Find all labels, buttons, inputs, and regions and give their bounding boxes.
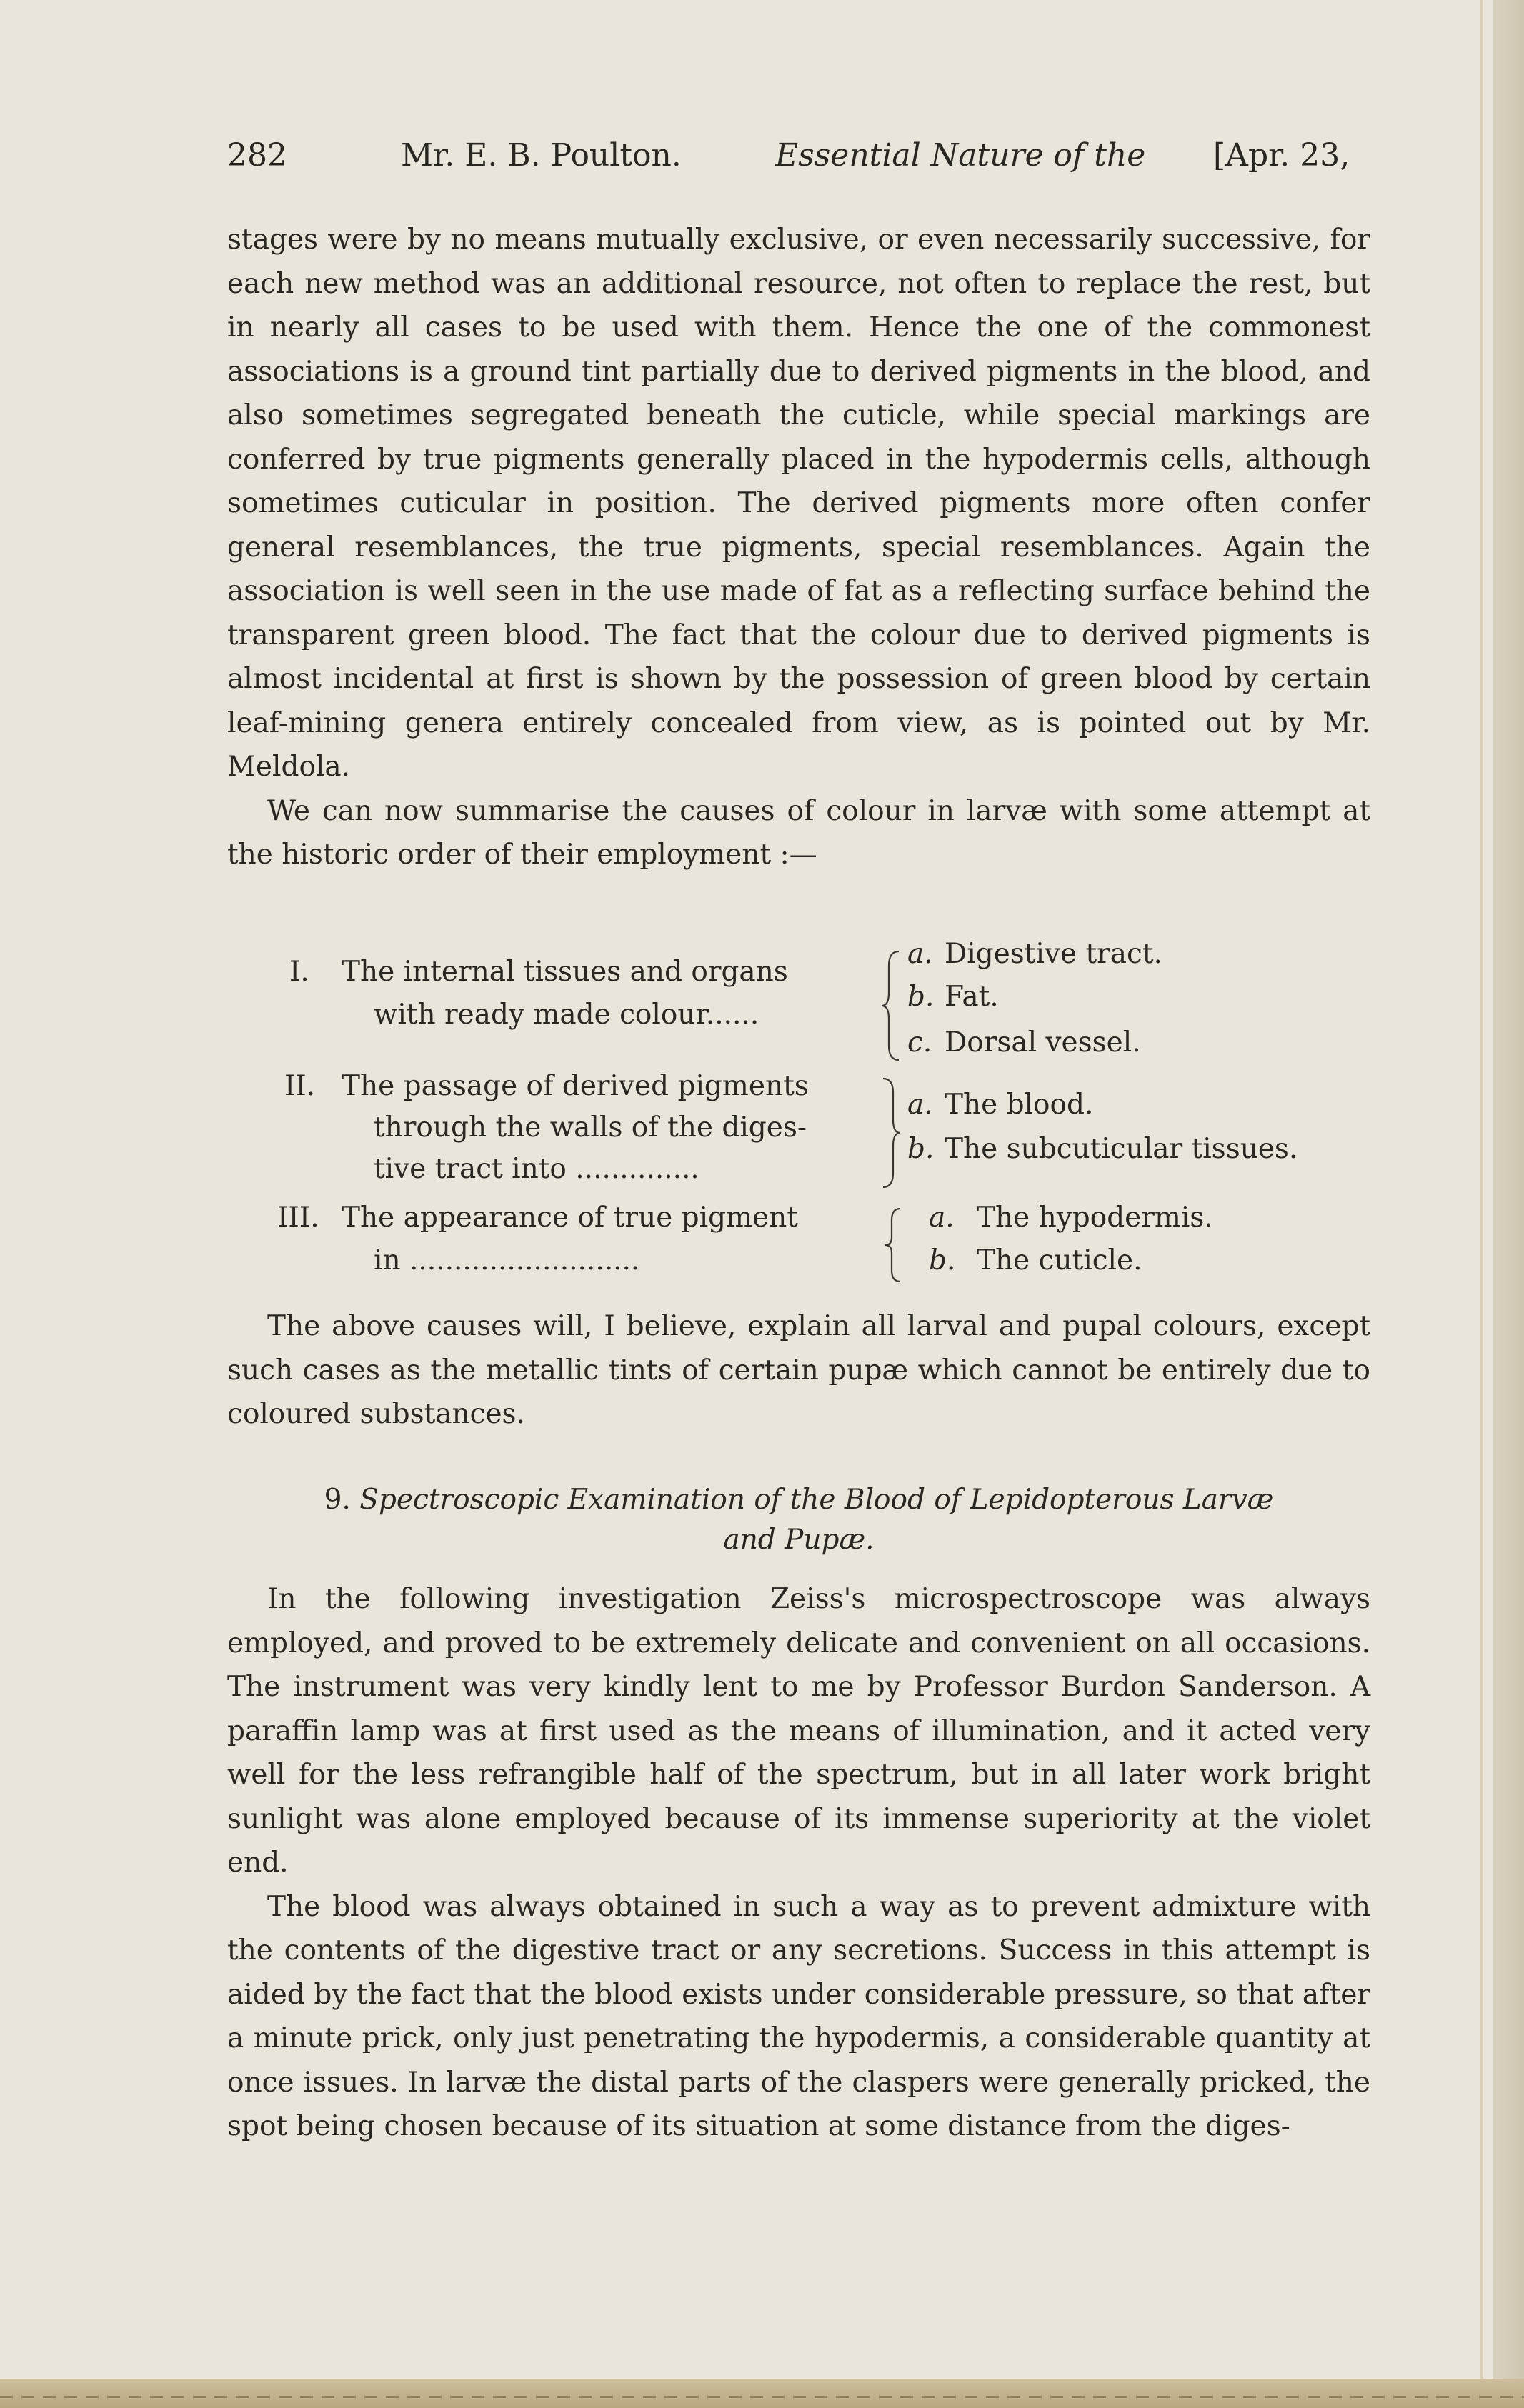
item-letter: b. (929, 1244, 956, 1277)
item-text: The cuticle. (977, 1244, 1142, 1277)
item-text: Digestive tract. (945, 938, 1162, 970)
item-letter: b. (907, 1133, 935, 1165)
row-text: tive tract into .............. (374, 1153, 699, 1185)
page-number: 282 (227, 137, 287, 174)
right-page-edge (1493, 0, 1524, 2408)
item-text: Dorsal vessel. (945, 1026, 1141, 1059)
item-letter: c. (907, 1026, 932, 1059)
after-table-text (227, 1304, 1370, 1437)
paragraph: The above causes will, I believe, explain all larval and pupal colours, except such cases as the metallic tints of certain pupæ which cannot be entirely due to coloured substances. (227, 1310, 1370, 1430)
row-text: in .......................... (374, 1244, 640, 1277)
section-title-line2: and Pupæ. (723, 1524, 875, 1556)
item-text: The subcuticular tissues. (945, 1133, 1298, 1165)
item-letter: a. (907, 1089, 933, 1121)
item-letter: a. (929, 1201, 955, 1234)
item-text: Fat. (945, 981, 999, 1013)
row-numeral: I. (289, 956, 309, 988)
paragraph: stages were by no means mutually exclusive, or even necessarily successive, for each new method was an additional resource, not often to replace the rest, but in nearly all cases to be used with them. Hence the one of the commonest associations is a ground tint partially due to derived pigments in the blood, and also sometimes segregated beneath the cuticle, while special markings are conferred by true pigments generally placed in the hypodermis cells, although sometimes cuticular in position. The derived pigments more often confer general resemblances, the true pigments, special resemblances. Again the association is well seen in the use made of fat as a reflecting surface behind the transparent green blood. The fact that the colour due to derived pigments is almost incidental at first is shown by the possession of green blood by certain leaf-mining genera entirely concealed from view, as is pointed out by Mr. Meldola. (227, 224, 1370, 783)
running-header (227, 137, 1370, 180)
paragraph: The blood was always obtained in such a way as to prevent admixture with the contents of the digestive tract or any secretions. Success in this attempt is aided by the fact that the blood exists under considerable pressure, so that after a minute prick, only just penetrating the hypodermis, a considerable quantity at once issues. In larvæ the distal parts of the claspers were generally pricked, the spot being chosen because of its situation at some distance from the diges- (227, 1890, 1370, 2142)
row-text: The appearance of true pigment (342, 1201, 798, 1234)
section-heading (227, 1480, 1370, 1560)
row-text: through the walls of the diges- (374, 1111, 807, 1144)
header-author: Mr. E. B. Poulton. (401, 137, 682, 174)
item-letter: b. (907, 981, 935, 1013)
curly-brace-icon (880, 949, 905, 1063)
item-text: The hypodermis. (977, 1201, 1213, 1234)
paragraph: We can now summarise the causes of colour in larvæ with some attempt at the historic order of their employment :— (227, 794, 1370, 871)
header-title: Essential Nature of the (775, 137, 1146, 174)
row-text: with ready made colour...... (374, 999, 759, 1031)
item-text: The blood. (945, 1089, 1094, 1121)
row-text: The passage of derived pigments (342, 1070, 809, 1102)
item-letter: a. (907, 938, 933, 970)
curly-brace-icon (880, 1076, 905, 1190)
curly-brace-icon (883, 1206, 905, 1284)
header-date: [Apr. 23, (1213, 137, 1350, 174)
row-numeral: II. (284, 1070, 316, 1102)
bottom-dashed-line (0, 2396, 1524, 2398)
bottom-page-edge (0, 2379, 1524, 2408)
row-text: The internal tissues and organs (342, 956, 788, 988)
section-title-line1: Spectroscopic Examination of the Blood of Lepidopterous Larvæ (359, 1484, 1274, 1516)
top-text-block (227, 218, 1370, 877)
row-numeral: III. (277, 1201, 319, 1234)
section-number: 9. (324, 1484, 351, 1516)
paragraph: In the following investigation Zeiss's microspectroscope was always employed, and proved to be extremely delicate and convenient on all occasions. The instrument was very kindly lent to me by Professor Burdon Sanderson. A paraffin lamp was at first used as the means of illumination, and it acted very well for the less refrangible half of the spectrum, but in all later work bright sunlight was alone employed because of its immense superiority at the violet end. (227, 1583, 1370, 1879)
page-edge-line (1480, 0, 1483, 2408)
bottom-text-block (227, 1577, 1370, 2149)
